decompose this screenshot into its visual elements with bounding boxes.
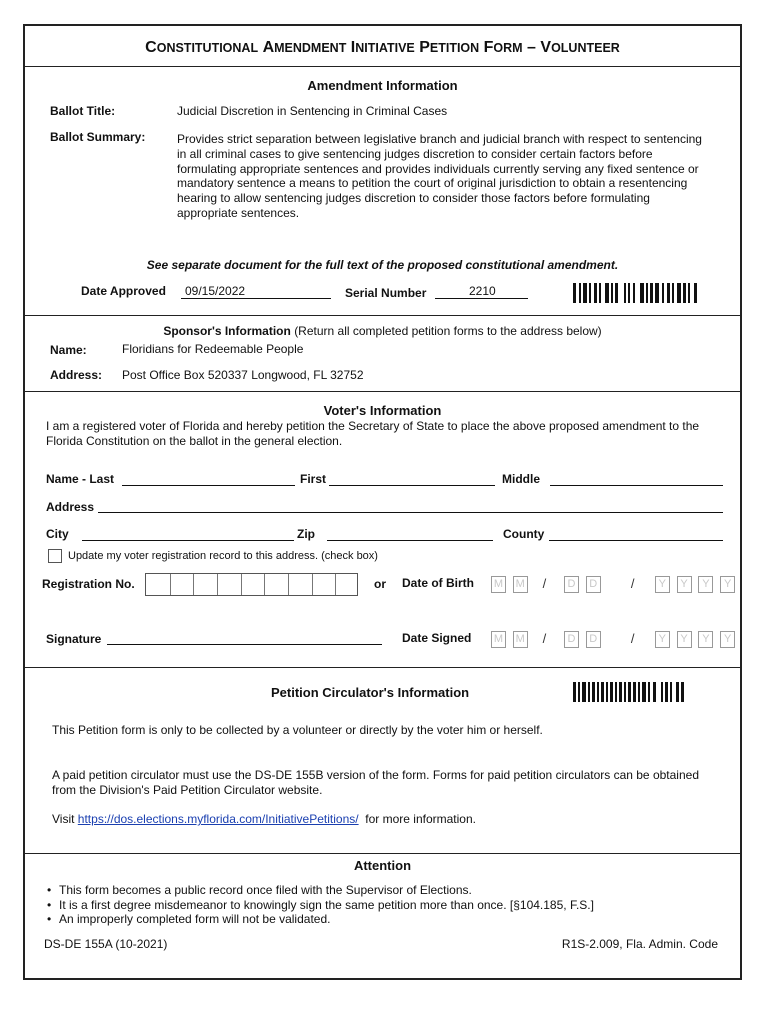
- attention-heading: Attention: [353, 858, 412, 873]
- barcode-bar: [694, 283, 697, 303]
- date-digit-box: D: [564, 576, 579, 593]
- attention-list: [44, 883, 594, 927]
- name-last-field[interactable]: [122, 485, 295, 486]
- registration-digit-box: [312, 574, 313, 595]
- update-record-label: Update my voter registration record to this address. (check box): [68, 550, 378, 562]
- barcode-bar: [599, 283, 601, 303]
- form-title: [25, 39, 740, 57]
- ballot-title: Judicial Discretion in Sentencing in Criminal Cases: [177, 104, 448, 118]
- barcode-bar: [601, 682, 604, 702]
- barcode-bar: [628, 682, 631, 702]
- signature-field[interactable]: [107, 644, 382, 645]
- barcode-bar: [628, 283, 630, 303]
- barcode-bar: [606, 682, 608, 702]
- barcode-bar: [615, 283, 618, 303]
- date-digit-box: Y: [698, 576, 713, 593]
- ballot-title-label: Ballot Title:: [50, 104, 116, 118]
- serial-number-value: 2210: [469, 284, 496, 298]
- date-digit-box: M: [491, 631, 506, 648]
- date-approved-line: [181, 298, 331, 299]
- barcode-top: [573, 283, 719, 303]
- barcode-bar: [594, 283, 597, 303]
- petition-form: [23, 24, 742, 980]
- barcode-bar: [573, 283, 576, 303]
- barcode-bar: [642, 682, 646, 702]
- county-field[interactable]: [549, 540, 723, 541]
- barcode-bar: [640, 283, 644, 303]
- barcode-bar: [653, 682, 656, 702]
- barcode-bar: [578, 682, 580, 702]
- barcode-bar: [662, 283, 664, 303]
- title-word: FORM: [483, 39, 523, 56]
- date-digit-box: Y: [655, 631, 670, 648]
- separate-document-note: See separate document for the full text of the proposed constitutional amendment.: [146, 258, 619, 272]
- signature-label: Signature: [46, 632, 102, 646]
- amendment-heading: Amendment Information: [307, 78, 458, 93]
- serial-number-label: Serial Number: [345, 286, 427, 300]
- date-digit-box: Y: [720, 631, 735, 648]
- barcode-bar: [681, 682, 684, 702]
- city-label: City: [46, 527, 69, 541]
- barcode-bar: [672, 283, 674, 303]
- barcode-bar: [650, 283, 653, 303]
- date-digit-box: M: [513, 576, 528, 593]
- form-number: DS-DE 155A (10-2021): [44, 937, 168, 951]
- address-field[interactable]: [98, 512, 723, 513]
- date-signed-label: Date Signed: [402, 631, 472, 645]
- visit-prefix: Visit: [52, 812, 75, 826]
- barcode-bar: [676, 682, 679, 702]
- registration-digit-box: [335, 574, 336, 595]
- date-digit-box: D: [564, 631, 579, 648]
- zip-label: Zip: [297, 527, 315, 541]
- title-word: VOLUNTEER: [540, 39, 620, 56]
- voter-statement: I am a registered voter of Florida and hereby petition the Secretary of State to place the above proposed amendment to the Florida Constitution on the ballot in the general election.: [46, 419, 700, 448]
- barcode-bar: [619, 682, 622, 702]
- divider: [25, 315, 740, 316]
- registration-label: Registration No.: [42, 577, 135, 591]
- date-separator: /: [542, 576, 547, 591]
- barcode-bar: [588, 682, 590, 702]
- barcode-bar: [611, 283, 613, 303]
- date-digit-box: Y: [677, 631, 692, 648]
- barcode-bar: [624, 682, 626, 702]
- ballot-summary-label: Ballot Summary:: [50, 130, 146, 144]
- zip-field[interactable]: [327, 540, 493, 541]
- or-label: or: [374, 577, 386, 591]
- registration-digit-box: [241, 574, 242, 595]
- circulator-heading: Petition Circulator's Information: [271, 685, 470, 700]
- barcode-bar: [610, 682, 613, 702]
- title-word: INITIATIVE: [350, 39, 415, 56]
- volunteer-note: This Petition form is only to be collected by a volunteer or directly by the voter him or herself.: [52, 723, 543, 737]
- date-separator: /: [542, 631, 547, 646]
- barcode-bar: [667, 283, 670, 303]
- attention-item: • This form becomes a public record once filed with the Supervisor of Elections.: [44, 883, 594, 898]
- sponsor-heading: Sponsor's Information: [163, 324, 291, 338]
- barcode-bar: [573, 682, 576, 702]
- sponsor-address-label: Address:: [50, 368, 103, 382]
- date-digit-box: Y: [698, 631, 713, 648]
- barcode-bar: [646, 283, 648, 303]
- registration-digit-box: [264, 574, 265, 595]
- divider: [25, 853, 740, 854]
- barcode-bar: [677, 283, 681, 303]
- registration-number-field[interactable]: [145, 573, 358, 596]
- rule-citation: R1S-2.009, Fla. Admin. Code: [561, 937, 718, 951]
- initiative-petitions-link[interactable]: https://dos.elections.myflorida.com/InitiativePetitions/: [77, 812, 359, 826]
- title-word: CONSTITUTIONAL: [145, 39, 259, 56]
- name-last-label: Name - Last: [46, 472, 115, 486]
- serial-number-line: [435, 298, 528, 299]
- first-name-label: First: [300, 472, 327, 486]
- barcode-bottom: [573, 682, 719, 702]
- dob-label: Date of Birth: [402, 576, 474, 590]
- barcode-bar: [648, 682, 650, 702]
- middle-name-field[interactable]: [550, 485, 723, 486]
- barcode-bar: [605, 283, 609, 303]
- sponsor-address: Post Office Box 520337 Longwood, FL 32752: [122, 368, 364, 382]
- county-label: County: [503, 527, 545, 541]
- divider: [25, 66, 740, 67]
- date-approved-value: 09/15/2022: [185, 284, 246, 298]
- barcode-bar: [589, 283, 591, 303]
- date-signed-field[interactable]: [491, 631, 732, 649]
- barcode-bar: [683, 283, 686, 303]
- barcode-bar: [615, 682, 617, 702]
- sponsor-name: Floridians for Redeemable People: [122, 342, 304, 356]
- barcode-bar: [597, 682, 599, 702]
- date-separator: /: [630, 576, 635, 591]
- barcode-bar: [665, 682, 668, 702]
- paid-circulator-note: A paid petition circulator must use the DS-DE 155B version of the form. Forms for paid petition circulators can be obtained from the Division's Paid Petition Circulator website.: [52, 768, 699, 797]
- barcode-bar: [583, 283, 587, 303]
- visit-line: [52, 812, 476, 826]
- date-digit-box: D: [586, 576, 601, 593]
- date-digit-box: M: [491, 576, 506, 593]
- registration-digit-box: [217, 574, 218, 595]
- date-digit-box: Y: [720, 576, 735, 593]
- barcode-bar: [633, 283, 635, 303]
- title-word: PETITION: [419, 39, 480, 56]
- title-word: –: [527, 39, 536, 56]
- registration-digit-box: [170, 574, 171, 595]
- barcode-bar: [624, 283, 626, 303]
- date-digit-box: D: [586, 631, 601, 648]
- address-label: Address: [46, 500, 95, 514]
- voter-heading: Voter's Information: [323, 403, 442, 418]
- barcode-bar: [638, 682, 640, 702]
- date-approved-label: Date Approved: [81, 284, 166, 298]
- barcode-bar: [582, 682, 586, 702]
- attention-item: • An improperly completed form will not be validated.: [44, 912, 594, 927]
- attention-item: • It is a first degree misdemeanor to knowingly sign the same petition more than once. [§104.185, F.S.]: [44, 898, 594, 913]
- middle-name-label: Middle: [502, 472, 540, 486]
- date-digit-box: Y: [677, 576, 692, 593]
- title-word: AMENDMENT: [262, 39, 347, 56]
- ballot-summary: Provides strict separation between legislative branch and judicial branch with respect to sentencing in all criminal cases to give sentencing judges discretion to consider certain factors before formulating appropriate sentences and provides individuals currently serving any fixed sentence or mandatory sentence a means to petition the court of original jurisdiction to obtain a resentencing hearing to allow sentencing judges discretion to consider those factors before formulating appropriate sentences.: [177, 132, 702, 220]
- sponsor-name-label: Name:: [50, 343, 87, 357]
- city-field[interactable]: [82, 540, 294, 541]
- barcode-bar: [655, 283, 659, 303]
- date-separator: /: [630, 631, 635, 646]
- date-digit-box: Y: [655, 576, 670, 593]
- date-digit-box: M: [513, 631, 528, 648]
- date-of-birth-field[interactable]: [491, 576, 732, 594]
- sponsor-heading-note: (Return all completed petition forms to the address below): [294, 324, 602, 338]
- barcode-bar: [633, 682, 636, 702]
- registration-digit-box: [288, 574, 289, 595]
- sponsor-heading-row: [25, 324, 740, 338]
- barcode-bar: [579, 283, 581, 303]
- barcode-bar: [661, 682, 663, 702]
- first-name-field[interactable]: [329, 485, 495, 486]
- visit-suffix: for more information.: [365, 812, 476, 826]
- barcode-bar: [592, 682, 595, 702]
- divider: [25, 667, 740, 668]
- registration-digit-box: [193, 574, 194, 595]
- barcode-bar: [670, 682, 672, 702]
- barcode-bar: [688, 283, 690, 303]
- divider: [25, 391, 740, 392]
- update-record-checkbox[interactable]: [48, 549, 62, 563]
